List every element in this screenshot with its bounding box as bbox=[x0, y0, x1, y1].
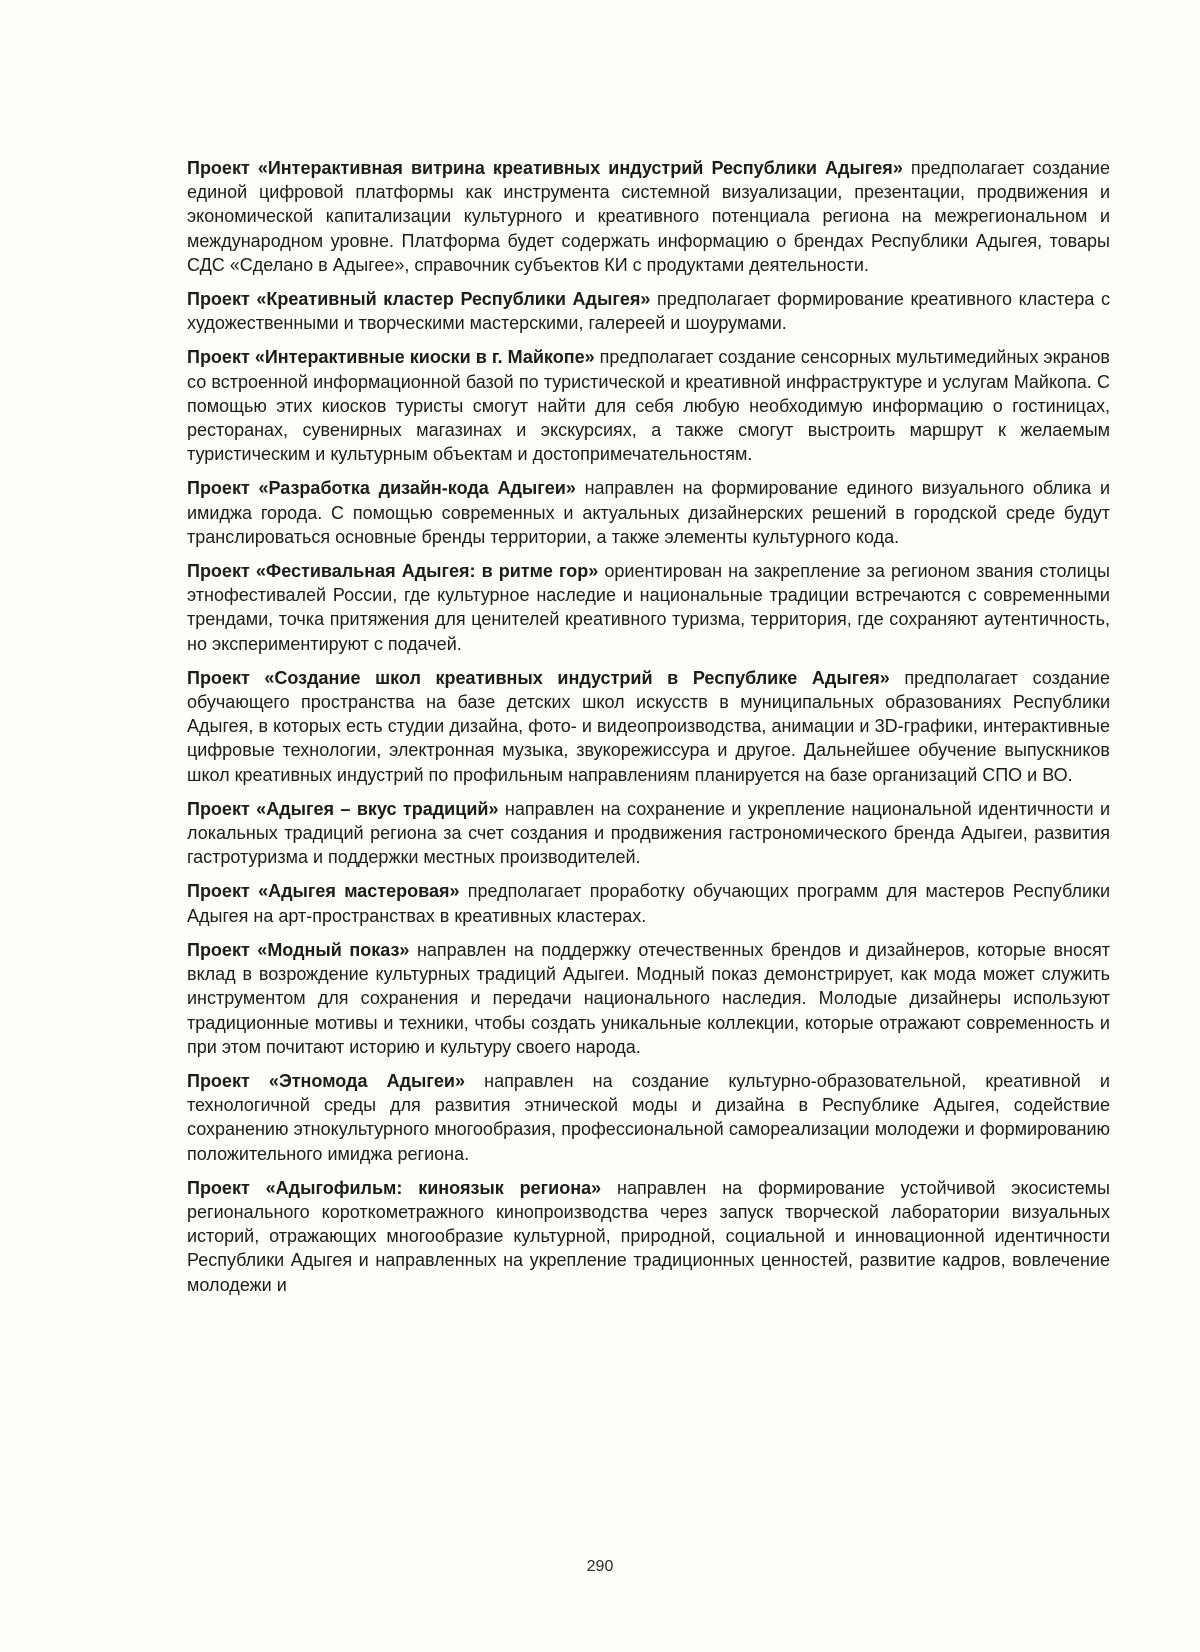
paragraph-title: Проект «Этномода Адыгеи» bbox=[187, 1070, 466, 1091]
paragraph-text: направлен на формирование устойчивой экосистемы регионального короткометражного кинопроизводства через запуск творческой лаборатории визуальных историй, отражающих многообразие культурной, природной, социальной и инновационной идентичности Республики Адыгея и направленных на укрепление традиционных ценностей, развитие кадров, вовлечение молодежи и bbox=[187, 1177, 1110, 1295]
paragraph-title: Проект «Креативный кластер Республики Адыгея» bbox=[187, 289, 651, 310]
paragraph-title: Проект «Адыгофильм: киноязык региона» bbox=[187, 1177, 602, 1198]
paragraph-title: Проект «Фестивальная Адыгея: в ритме гор» bbox=[187, 561, 599, 582]
paragraph-text: направлен на формирование единого визуального облика и имиджа города. С помощью современных и актуальных дизайнерских решений в городской среде будут транслироваться основные бренды территории, а также элементы культурного кода. bbox=[187, 478, 1111, 547]
paragraph-title: Проект «Модный показ» bbox=[187, 939, 410, 960]
paragraph-text: предполагает формирование креативного кластера с художественными и творческими мастерскими, галереей и шоурумами. bbox=[187, 289, 1110, 334]
paragraph-adygofilm bbox=[187, 1176, 1110, 1297]
paragraph-interactive-kiosks bbox=[187, 345, 1110, 466]
paragraph-taste-of-traditions bbox=[187, 797, 1110, 870]
paragraph-text: предполагает создание обучающего пространства на базе детских школ искусств в муниципальных образованиях Республики Адыгея, в которых есть студии дизайна, фото- и видеопроизводства, анимации и 3D-графики, интерактивные цифровые технологии, электронная музыка, звукорежиссура и другое. Дальнейшее обучение выпускников школ креативных индустрий по профильным направлениям планируется на базе организаций СПО и ВО. bbox=[187, 667, 1110, 785]
page-number: 290 bbox=[586, 1558, 614, 1575]
paragraph-text: ориентирован на закрепление за регионом звания столицы этнофестивалей России, где культурное наследие и национальные традиции встречаются с современными трендами, точка притяжения для ценителей креативного туризма, территория, где сохраняют аутентичность, но экспериментируют с подачей. bbox=[187, 561, 1110, 654]
paragraph-creative-schools bbox=[187, 666, 1110, 787]
paragraph-title: Проект «Разработка дизайн-кода Адыгеи» bbox=[187, 478, 576, 499]
paragraph-design-code bbox=[187, 476, 1110, 549]
paragraph-craft-adygea bbox=[187, 879, 1110, 927]
paragraph-text: предполагает создание сенсорных мультимедийных экранов со встроенной информационной базой по туристической и креативной инфраструктуре и услугам Майкопа. С помощью этих киосков туристы смогут найти для себя любую необходимую информацию о гостиницах, ресторанах, сувенирных магазинах и экскурсиях, а также смогут выстроить маршрут к желаемым туристическим и культурным объектам и достопримечательностям. bbox=[187, 347, 1110, 465]
document-body bbox=[187, 156, 1110, 1307]
paragraph-title: Проект «Адыгея – вкус традиций» bbox=[187, 798, 499, 819]
paragraph-text: направлен на создание культурно-образовательной, креативной и технологичной среды для развития этнической моды и дизайна в Республике Адыгея, содействие сохранению этнокультурного многообразия, профессиональной самореализации молодежи и формированию положительного имиджа региона. bbox=[187, 1070, 1110, 1164]
paragraph-title: Проект «Адыгея мастеровая» bbox=[187, 881, 460, 902]
paragraph-title: Проект «Создание школ креативных индустрий в Республике Адыгея» bbox=[187, 667, 890, 688]
paragraph-fashion-show bbox=[187, 938, 1110, 1059]
paragraph-interactive-showcase bbox=[187, 156, 1110, 277]
paragraph-text: направлен на сохранение и укрепление национальной идентичности и локальных традиций региона за счет создания и продвижения гастрономического бренда Адыгеи, развития гастротуризма и поддержки местных производителей. bbox=[187, 798, 1110, 868]
paragraph-ethno-fashion bbox=[187, 1069, 1110, 1166]
paragraph-title: Проект «Интерактивные киоски в г. Майкопе» bbox=[187, 347, 595, 368]
paragraph-text: направлен на поддержку отечественных брендов и дизайнеров, которые вносят вклад в возрождение культурных традиций Адыгеи. Модный показ демонстрирует, как мода может служить инструментом для сохранения и передачи национального наследия. Молодые дизайнеры используют традиционные мотивы и техники, чтобы создать уникальные коллекции, которые отражают современность и при этом почитают историю и культуру своего народа. bbox=[187, 939, 1110, 1057]
paragraph-text: предполагает создание единой цифровой платформы как инструмента системной визуализации, презентации, продвижения и экономической капитализации культурного и креативного потенциала региона на межрегиональном и международном уровне. Платформа будет содержать информацию о брендах Республики Адыгея, товары СДС «Сделано в Адыгее», справочник субъектов КИ с продуктами деятельности. bbox=[187, 158, 1110, 275]
paragraph-festival-adygea bbox=[187, 559, 1110, 656]
paragraph-creative-cluster bbox=[187, 287, 1110, 335]
paragraph-title: Проект «Интерактивная витрина креативных индустрий Республики Адыгея» bbox=[187, 158, 903, 178]
paragraph-text: предполагает проработку обучающих программ для мастеров Республики Адыгея на арт-пространствах в креативных кластерах. bbox=[187, 881, 1111, 926]
